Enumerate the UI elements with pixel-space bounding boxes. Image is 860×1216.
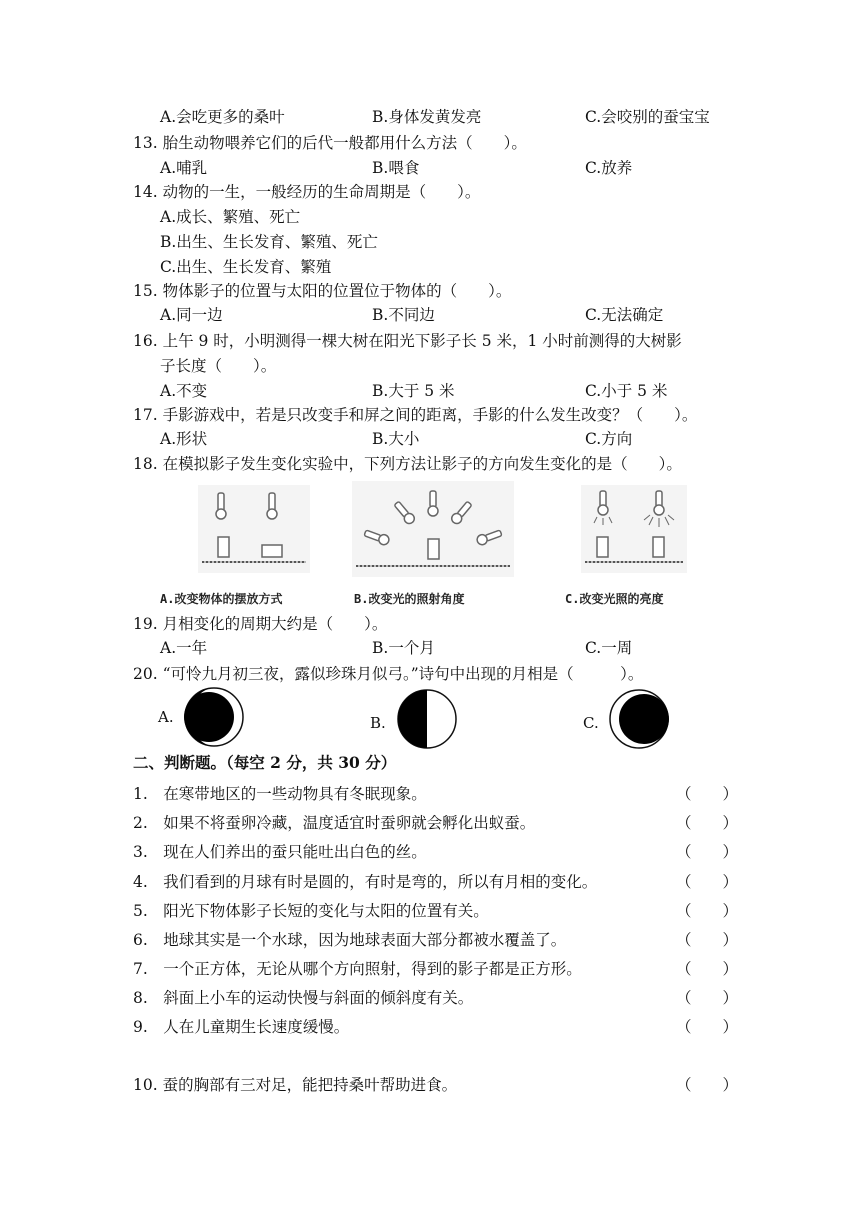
judgment-item-4: 4. 我们看到的月球有时是圆的，有时是弯的，所以有月相的变化。 <box>133 873 598 891</box>
moon-phase-b-icon <box>396 688 458 750</box>
moon-phase-a-icon <box>183 686 245 748</box>
q17-option-a: A.形状 <box>160 430 208 448</box>
answer-blank-3[interactable]: （ ） <box>676 843 739 861</box>
q13-option-a: A.哺乳 <box>160 159 208 177</box>
flashlight-brightness-illustration <box>581 485 687 573</box>
q18-figure-a <box>198 485 310 573</box>
q15-option-c: C.无法确定 <box>585 306 664 324</box>
q14-stem: 14. 动物的一生，一般经历的生命周期是（ ）。 <box>133 183 481 201</box>
section2-heading: 二、判断题。（每空 2 分，共 30 分） <box>133 753 397 772</box>
q12-option-a: A.会吃更多的桑叶 <box>160 108 285 126</box>
answer-blank-1[interactable]: （ ） <box>676 785 739 803</box>
q19-option-c: C.一周 <box>585 639 633 657</box>
q13-option-c: C.放养 <box>585 159 633 177</box>
answer-blank-9[interactable]: （ ） <box>676 1018 739 1036</box>
answer-blank-2[interactable]: （ ） <box>676 814 739 832</box>
q15-option-a: A.同一边 <box>160 306 223 324</box>
q20-stem: 20. “可怜九月初三夜，露似珍珠月似弓。”诗句中出现的月相是（ ）。 <box>133 665 644 683</box>
q19-option-a: A.一年 <box>160 639 208 657</box>
q16-stem-continued: 子长度（ ）。 <box>160 357 277 375</box>
q12-option-c: C.会咬别的蚕宝宝 <box>585 108 710 126</box>
judgment-item-2: 2. 如果不将蚕卵冷藏，温度适宜时蚕卵就会孵化出蚁蚕。 <box>133 814 536 832</box>
q16-option-a: A.不变 <box>160 382 208 400</box>
judgment-item-10: 10. 蚕的胸部有三对足，能把持桑叶帮助进食。 <box>133 1076 458 1094</box>
flashlight-object-illustration-a <box>198 485 310 573</box>
answer-blank-4[interactable]: （ ） <box>676 873 739 891</box>
q16-stem: 16. 上午 9 时，小明测得一棵大树在阳光下影子长 5 米，1 小时前测得的大树影 <box>133 332 682 350</box>
q13-stem: 13. 胎生动物喂养它们的后代一般都用什么方法（ ）。 <box>133 134 527 152</box>
judgment-item-7: 7. 一个正方体，无论从哪个方向照射，得到的影子都是正方形。 <box>133 960 582 978</box>
q19-stem: 19. 月相变化的周期大约是（ ）。 <box>133 615 388 633</box>
q19-option-b: B.一个月 <box>372 639 435 657</box>
q17-stem: 17. 手影游戏中，若是只改变手和屏之间的距离，手影的什么发生改变？（ ）。 <box>133 406 698 424</box>
q14-option-b: B.出生、生长发育、繁殖、死亡 <box>160 233 378 251</box>
moon-phase-c-icon <box>608 688 670 750</box>
q20-label-b: B. <box>370 714 386 732</box>
answer-blank-5[interactable]: （ ） <box>676 902 739 920</box>
answer-blank-8[interactable]: （ ） <box>676 989 739 1007</box>
q18-caption-a: A.改变物体的摆放方式 <box>160 592 283 606</box>
q15-stem: 15. 物体影子的位置与太阳的位置位于物体的（ ）。 <box>133 282 512 300</box>
q18-stem: 18. 在模拟影子发生变化实验中，下列方法让影子的方向发生变化的是（ ）。 <box>133 455 682 473</box>
judgment-item-9: 9. 人在儿童期生长速度缓慢。 <box>133 1018 350 1036</box>
q18-caption-b: B.改变光的照射角度 <box>354 592 465 606</box>
judgment-item-1: 1. 在寒带地区的一些动物具有冬眠现象。 <box>133 785 427 803</box>
q14-option-c: C.出生、生长发育、繁殖 <box>160 258 332 276</box>
q15-option-b: B.不同边 <box>372 306 435 324</box>
judgment-item-5: 5. 阳光下物体影子长短的变化与太阳的位置有关。 <box>133 902 489 920</box>
flashlight-angles-illustration <box>352 481 514 577</box>
q14-option-a: A.成长、繁殖、死亡 <box>160 208 301 226</box>
q17-option-b: B.大小 <box>372 430 420 448</box>
q18-figure-c <box>581 485 687 573</box>
q17-option-c: C.方向 <box>585 430 633 448</box>
q12-option-b: B.身体发黄发亮 <box>372 108 482 126</box>
q18-caption-c: C.改变光照的亮度 <box>565 592 664 606</box>
q16-option-b: B.大于 5 米 <box>372 382 455 400</box>
judgment-item-6: 6. 地球其实是一个水球，因为地球表面大部分都被水覆盖了。 <box>133 931 567 949</box>
answer-blank-7[interactable]: （ ） <box>676 960 739 978</box>
q13-option-b: B.喂食 <box>372 159 420 177</box>
judgment-item-3: 3. 现在人们养出的蚕只能吐出白色的丝。 <box>133 843 427 861</box>
q20-label-a: A. <box>158 708 174 726</box>
q18-figure-b <box>352 481 514 577</box>
q16-option-c: C.小于 5 米 <box>585 382 668 400</box>
answer-blank-6[interactable]: （ ） <box>676 931 739 949</box>
judgment-item-8: 8. 斜面上小车的运动快慢与斜面的倾斜度有关。 <box>133 989 474 1007</box>
answer-blank-10[interactable]: （ ） <box>676 1076 739 1094</box>
q20-label-c: C. <box>583 714 599 732</box>
